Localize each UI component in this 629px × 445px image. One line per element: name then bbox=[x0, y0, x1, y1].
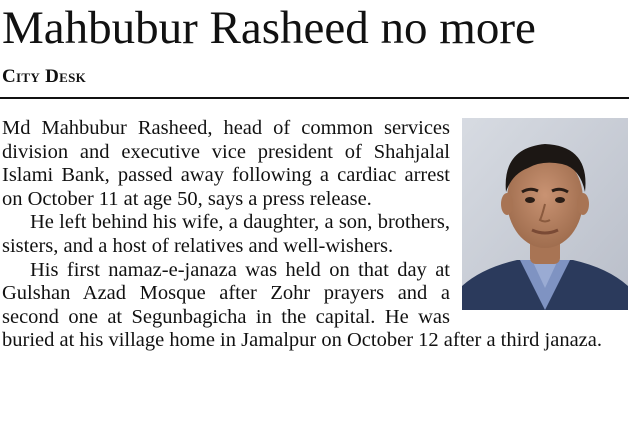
article-paragraph: He left behind his wife, a daughter, a son, brothers, sisters, and a host of relatives and well-wishers. bbox=[2, 211, 450, 257]
headline-divider bbox=[0, 97, 629, 99]
article-headline: Mahbubur Rasheed no more bbox=[2, 2, 536, 54]
article-paragraph: His first namaz-e-janaza was held on that day at Gulshan Azad Mosque after Zohr prayers and a second one at Segunbagicha in the capital. He was buried at his village home in Jamalpur on October 12 after a third janaza. bbox=[2, 258, 602, 352]
article-byline: City Desk bbox=[2, 66, 87, 87]
article-body bbox=[2, 117, 628, 353]
article-paragraph: Md Mahbubur Rasheed, head of common services division and executive vice president of Shahjalal Islami Bank, passed away following a cardiac arrest on October 11 at age 50, says a press release. bbox=[2, 117, 450, 210]
